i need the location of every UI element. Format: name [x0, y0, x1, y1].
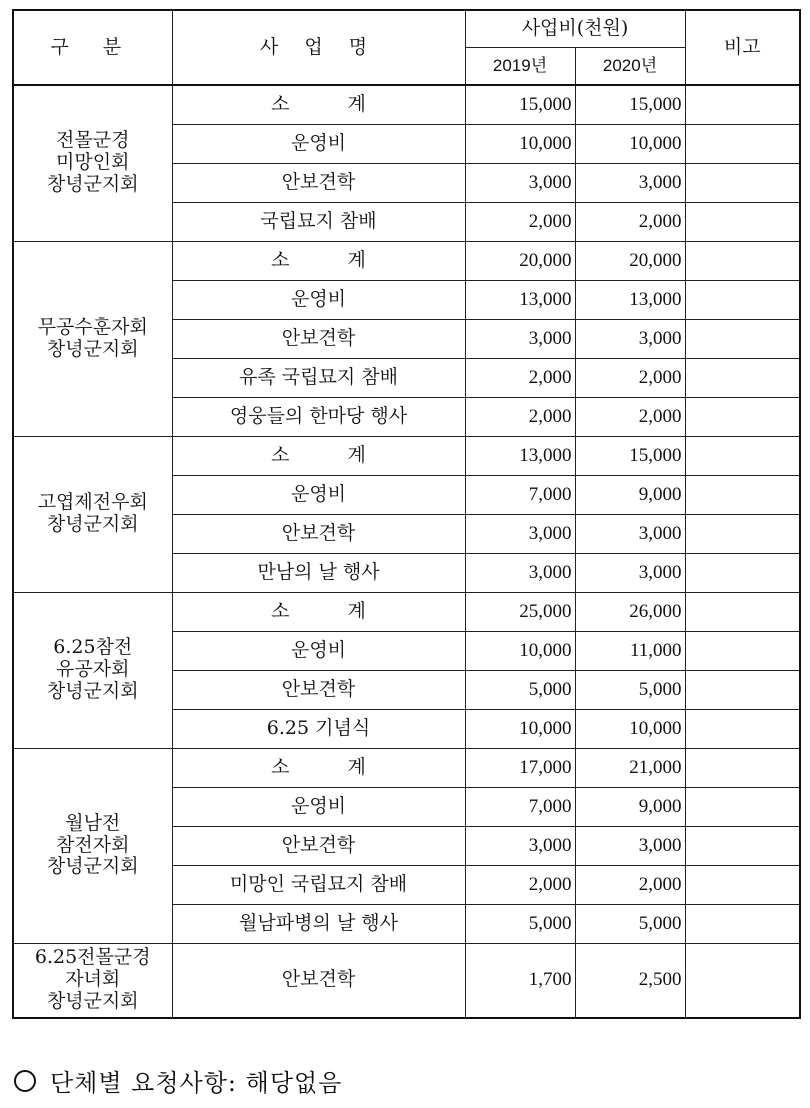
note-cell [685, 709, 800, 748]
cost-2019-cell: 25,000 [465, 592, 575, 631]
cost-2019-cell: 10,000 [465, 709, 575, 748]
cost-2019-cell: 15,000 [465, 85, 575, 124]
business-name-cell: 운영비 [172, 787, 465, 826]
note-cell [685, 202, 800, 241]
business-name-cell: 안보견학 [172, 319, 465, 358]
cost-2020-cell: 3,000 [575, 163, 685, 202]
organization-cell [13, 943, 172, 1018]
cost-2020-cell: 2,000 [575, 865, 685, 904]
cost-2020-cell: 5,000 [575, 670, 685, 709]
cost-2019-cell: 3,000 [465, 514, 575, 553]
note-cell [685, 163, 800, 202]
business-name-cell: 운영비 [172, 124, 465, 163]
business-name-cell: 안보견학 [172, 514, 465, 553]
business-name-cell: 운영비 [172, 475, 465, 514]
cost-2019-cell: 3,000 [465, 553, 575, 592]
organization-name-line: 미망인회 [56, 151, 130, 174]
cost-2020-cell: 3,000 [575, 553, 685, 592]
cost-2020-cell: 2,000 [575, 397, 685, 436]
header-year-2019: 2019년 [465, 48, 575, 86]
note-cell [685, 943, 800, 1018]
note-cell [685, 748, 800, 787]
organization-name-line: 창녕군지회 [46, 337, 139, 360]
business-name-cell: 국립묘지 참배 [172, 202, 465, 241]
subtotal-label: 소 계 [172, 85, 465, 124]
table-row [13, 241, 800, 280]
cost-2020-cell: 2,000 [575, 358, 685, 397]
subtotal-label: 소 계 [172, 592, 465, 631]
cost-2019-cell: 2,000 [465, 865, 575, 904]
organization-cell [13, 592, 172, 748]
organization-name-line: 창녕군지회 [46, 513, 139, 535]
cost-2020-cell: 3,000 [575, 826, 685, 865]
cost-2019-cell: 7,000 [465, 787, 575, 826]
table-row [13, 592, 800, 631]
header-business-name: 사 업 명 [172, 10, 465, 85]
organization-name-line: 자녀회 [65, 968, 121, 991]
note-cell [685, 241, 800, 280]
table-row [13, 748, 800, 787]
note-cell [685, 826, 800, 865]
cost-2019-cell: 3,000 [465, 826, 575, 865]
budget-table [12, 9, 801, 1019]
cost-2019-cell: 17,000 [465, 748, 575, 787]
note-cell [685, 280, 800, 319]
cost-2019-cell: 1,700 [465, 943, 575, 1018]
business-name-cell: 6.25 기념식 [172, 709, 465, 748]
organization-cell [13, 241, 172, 436]
footer-note [14, 1063, 342, 1098]
cost-2020-cell: 13,000 [575, 280, 685, 319]
cost-2020-cell: 11,000 [575, 631, 685, 670]
note-cell [685, 865, 800, 904]
subtotal-label: 소 계 [172, 436, 465, 475]
business-name-cell: 영웅들의 한마당 행사 [172, 397, 465, 436]
business-name-cell: 만남의 날 행사 [172, 553, 465, 592]
cost-2019-cell: 5,000 [465, 670, 575, 709]
business-name-cell: 유족 국립묘지 참배 [172, 358, 465, 397]
cost-2020-cell: 15,000 [575, 85, 685, 124]
organization-name-line: 6.25전몰군경 [34, 946, 151, 969]
organization-name-line: 월남전 [65, 811, 121, 834]
organization-cell [13, 748, 172, 943]
cost-2019-cell: 5,000 [465, 904, 575, 943]
organization-name-line: 전몰군경 [56, 129, 130, 152]
cost-2020-cell: 26,000 [575, 592, 685, 631]
cost-2019-cell: 13,000 [465, 436, 575, 475]
business-name-cell: 운영비 [172, 280, 465, 319]
organization-name-line: 창녕군지회 [46, 173, 139, 196]
cost-2020-cell: 3,000 [575, 319, 685, 358]
circle-bullet-icon [14, 1070, 36, 1092]
organization-name-line: 참전자회 [56, 833, 130, 856]
cost-2019-cell: 3,000 [465, 319, 575, 358]
business-name-cell: 안보견학 [172, 670, 465, 709]
header-cost: 사업비(천원) [465, 10, 685, 48]
organization-name-line: 6.25참전 [53, 636, 133, 659]
table-row [13, 436, 800, 475]
note-cell [685, 436, 800, 475]
cost-2020-cell: 2,000 [575, 202, 685, 241]
header-category: 구 분 [13, 10, 172, 85]
organization-name-line: 무공수훈자회 [37, 315, 148, 338]
note-cell [685, 553, 800, 592]
cost-2019-cell: 20,000 [465, 241, 575, 280]
note-cell [685, 85, 800, 124]
note-cell [685, 670, 800, 709]
organization-name-line: 창녕군지회 [46, 990, 139, 1013]
cost-2020-cell: 2,500 [575, 943, 685, 1018]
business-name-cell: 운영비 [172, 631, 465, 670]
footer-text: 단체별 요청사항: 해당없음 [50, 1069, 343, 1097]
cost-2019-cell: 13,000 [465, 280, 575, 319]
cost-2020-cell: 5,000 [575, 904, 685, 943]
organization-name-line: 창녕군지회 [46, 679, 139, 702]
subtotal-label: 소 계 [172, 748, 465, 787]
note-cell [685, 475, 800, 514]
note-cell [685, 319, 800, 358]
cost-2020-cell: 9,000 [575, 475, 685, 514]
cost-2019-cell: 2,000 [465, 202, 575, 241]
business-name-cell: 월남파병의 날 행사 [172, 904, 465, 943]
cost-2020-cell: 9,000 [575, 787, 685, 826]
header-year-2020: 2020년 [575, 48, 685, 86]
cost-2019-cell: 7,000 [465, 475, 575, 514]
table-row [13, 85, 800, 124]
note-cell [685, 124, 800, 163]
note-cell [685, 358, 800, 397]
organization-name-line: 유공자회 [56, 658, 130, 681]
header-note: 비고 [685, 10, 800, 85]
cost-2019-cell: 3,000 [465, 163, 575, 202]
cost-2019-cell: 10,000 [465, 124, 575, 163]
note-cell [685, 592, 800, 631]
business-name-cell: 안보견학 [172, 943, 465, 1018]
cost-2019-cell: 2,000 [465, 397, 575, 436]
note-cell [685, 631, 800, 670]
note-cell [685, 397, 800, 436]
cost-2020-cell: 10,000 [575, 709, 685, 748]
cost-2020-cell: 20,000 [575, 241, 685, 280]
cost-2020-cell: 21,000 [575, 748, 685, 787]
note-cell [685, 904, 800, 943]
table-body [13, 85, 800, 1018]
cost-2019-cell: 2,000 [465, 358, 575, 397]
business-name-cell: 미망인 국립묘지 참배 [172, 865, 465, 904]
organization-name-line: 고엽제전우회 [37, 491, 148, 514]
subtotal-label: 소 계 [172, 241, 465, 280]
business-name-cell: 안보견학 [172, 163, 465, 202]
note-cell [685, 787, 800, 826]
cost-2020-cell: 15,000 [575, 436, 685, 475]
table-row [13, 943, 800, 1018]
note-cell [685, 514, 800, 553]
cost-2020-cell: 3,000 [575, 514, 685, 553]
cost-2020-cell: 10,000 [575, 124, 685, 163]
organization-cell [13, 436, 172, 592]
business-name-cell: 안보견학 [172, 826, 465, 865]
organization-name-line: 창녕군지회 [46, 855, 139, 878]
organization-cell [13, 85, 172, 241]
cost-2019-cell: 10,000 [465, 631, 575, 670]
